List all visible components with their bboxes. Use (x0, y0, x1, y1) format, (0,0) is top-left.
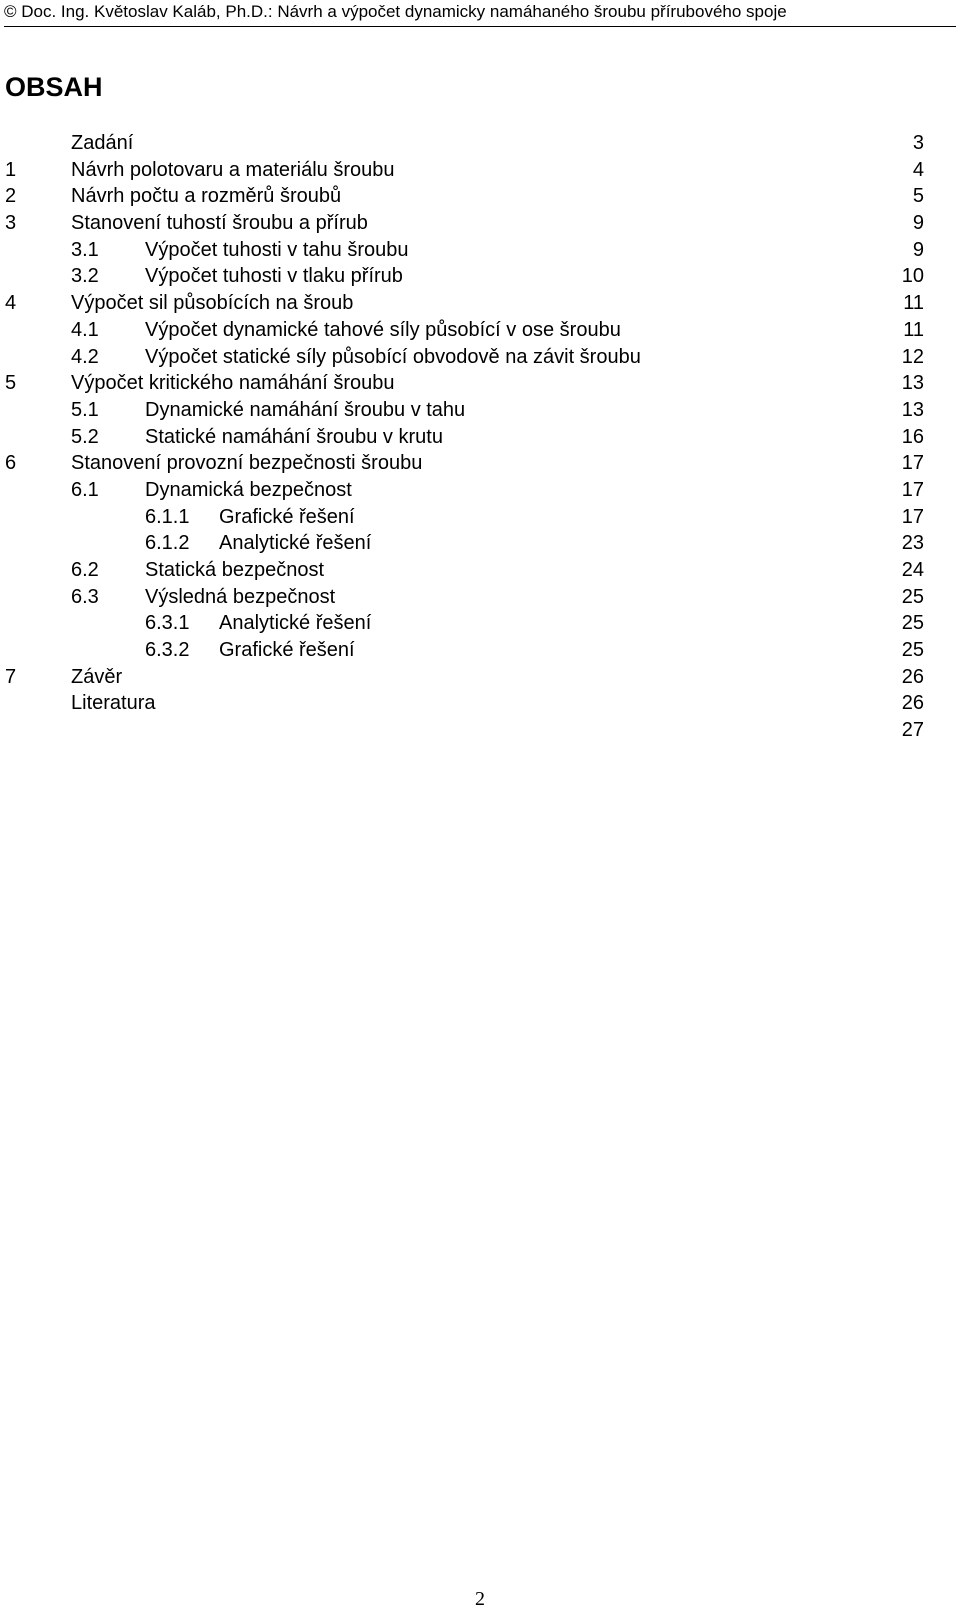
toc-entry-number: 4 (5, 292, 17, 315)
toc-entry-page: 11 (903, 318, 924, 341)
toc-entry-label: Grafické řešení (219, 505, 355, 528)
toc-entry-number: 3.1 (71, 238, 99, 261)
toc-entry-page: 17 (901, 478, 924, 501)
toc-entry-number: 6.3.1 (145, 612, 190, 635)
toc-entry-label: Literatura (71, 692, 156, 715)
toc-entry (0, 317, 960, 344)
toc-entry-page: 11 (903, 292, 924, 315)
toc-entry (0, 397, 960, 424)
toc-entry (0, 344, 960, 371)
toc-entry-page: 13 (901, 398, 924, 421)
toc-entry-label: Výpočet sil působících na šroub (71, 292, 354, 315)
page-header: © Doc. Ing. Květoslav Kaláb, Ph.D.: Návrh a výpočet dynamicky namáhaného šroubu přírubového spoje (4, 0, 956, 27)
toc-entry-number: 3.2 (71, 265, 99, 288)
toc-entry-label: Grafické řešení (219, 639, 355, 662)
toc-entry-number: 6.1 (71, 478, 99, 501)
toc-entry-number: 3 (5, 212, 17, 235)
toc-entry-page: 24 (901, 559, 924, 581)
toc-entry (0, 370, 960, 397)
toc-entry-label: Výpočet statické síly působící obvodově na závit šroubu (145, 345, 641, 368)
toc-entry-label: Analytické řešení (219, 612, 372, 635)
toc-entry-page: 25 (901, 612, 924, 635)
toc-entry-number: 6 (5, 452, 17, 475)
table-of-contents (0, 130, 960, 744)
toc-entry-page: 25 (901, 585, 924, 608)
toc-entry-number: 1 (5, 158, 17, 181)
toc-entry (0, 717, 960, 744)
toc-entry-page: 10 (901, 265, 924, 288)
toc-entry-number: 7 (5, 665, 17, 688)
toc-entry-label: Výpočet kritického namáhání šroubu (71, 372, 395, 395)
toc-entry-label: Návrh polotovaru a materiálu šroubu (71, 158, 395, 181)
toc-entry-label: Stanovení provozní bezpečnosti šroubu (71, 452, 423, 475)
toc-entry-page: 9 (912, 238, 924, 261)
toc-entry-label: Dynamické namáhání šroubu v tahu (145, 398, 466, 421)
toc-entry-page: 3 (912, 132, 924, 154)
toc-entry (0, 610, 960, 637)
toc-entry (0, 450, 960, 477)
toc-entry-page: 5 (912, 185, 924, 208)
toc-entry-page: 12 (901, 345, 924, 368)
page-title: OBSAH (5, 72, 103, 102)
toc-entry-page: 27 (901, 719, 924, 742)
toc-entry (0, 424, 960, 451)
toc-entry-page: 16 (901, 425, 924, 448)
toc-entry (0, 557, 960, 584)
toc-entry-number: 5.2 (71, 425, 99, 448)
toc-entry-label: Dynamická bezpečnost (145, 478, 352, 501)
toc-entry (0, 263, 960, 290)
toc-entry (0, 210, 960, 237)
toc-entry-label: Závěr (71, 665, 123, 688)
toc-entry-page: 26 (901, 692, 924, 715)
toc-entry-number: 6.2 (71, 559, 99, 581)
toc-entry (0, 477, 960, 504)
toc-entry-number: 6.1.2 (145, 532, 190, 555)
toc-entry-number: 6.3.2 (145, 639, 190, 662)
toc-entry-page: 17 (901, 505, 924, 528)
toc-entry-page: 13 (901, 372, 924, 395)
toc-entry-number: 6.3 (71, 585, 99, 608)
toc-entry-label: Statická bezpečnost (145, 559, 324, 581)
toc-entry (0, 530, 960, 557)
toc-entry-label: Návrh počtu a rozměrů šroubů (71, 185, 342, 208)
toc-entry-page: 9 (912, 212, 924, 235)
toc-entry-label: Analytické řešení (219, 532, 372, 555)
toc-entry-number: 5.1 (71, 398, 99, 421)
toc-entry (0, 584, 960, 611)
page-number: 2 (475, 1588, 485, 1610)
toc-entry-page: 26 (901, 665, 924, 688)
toc-entry (0, 157, 960, 184)
toc-entry-label: Výpočet dynamické tahové síly působící v ose šroubu (145, 318, 621, 341)
toc-entry-number: 2 (5, 185, 17, 208)
toc-entry (0, 504, 960, 531)
toc-entry (0, 690, 960, 717)
toc-entry (0, 637, 960, 664)
toc-entry (0, 290, 960, 317)
toc-entry (0, 237, 960, 264)
toc-entry-label: Stanovení tuhostí šroubu a přírub (71, 212, 368, 235)
toc-entry-number: 4.2 (71, 345, 99, 368)
toc-entry-number: 6.1.1 (145, 505, 190, 528)
toc-entry-number: 5 (5, 372, 17, 395)
toc-entry-label: Statické namáhání šroubu v krutu (145, 425, 443, 448)
toc-entry-number: 4.1 (71, 318, 99, 341)
toc-entry-page: 25 (901, 639, 924, 662)
toc-entry-page: 23 (901, 532, 924, 555)
toc-entry-page: 4 (912, 158, 924, 181)
toc-entry-page: 17 (901, 452, 924, 475)
toc-entry-label: Zadání (71, 132, 134, 154)
toc-entry-label: Výsledná bezpečnost (145, 585, 336, 608)
toc-entry-label: Výpočet tuhosti v tahu šroubu (145, 238, 409, 261)
toc-entry (0, 183, 960, 210)
toc-entry (0, 130, 960, 157)
toc-entry-label: Výpočet tuhosti v tlaku přírub (145, 265, 403, 288)
toc-entry (0, 664, 960, 691)
